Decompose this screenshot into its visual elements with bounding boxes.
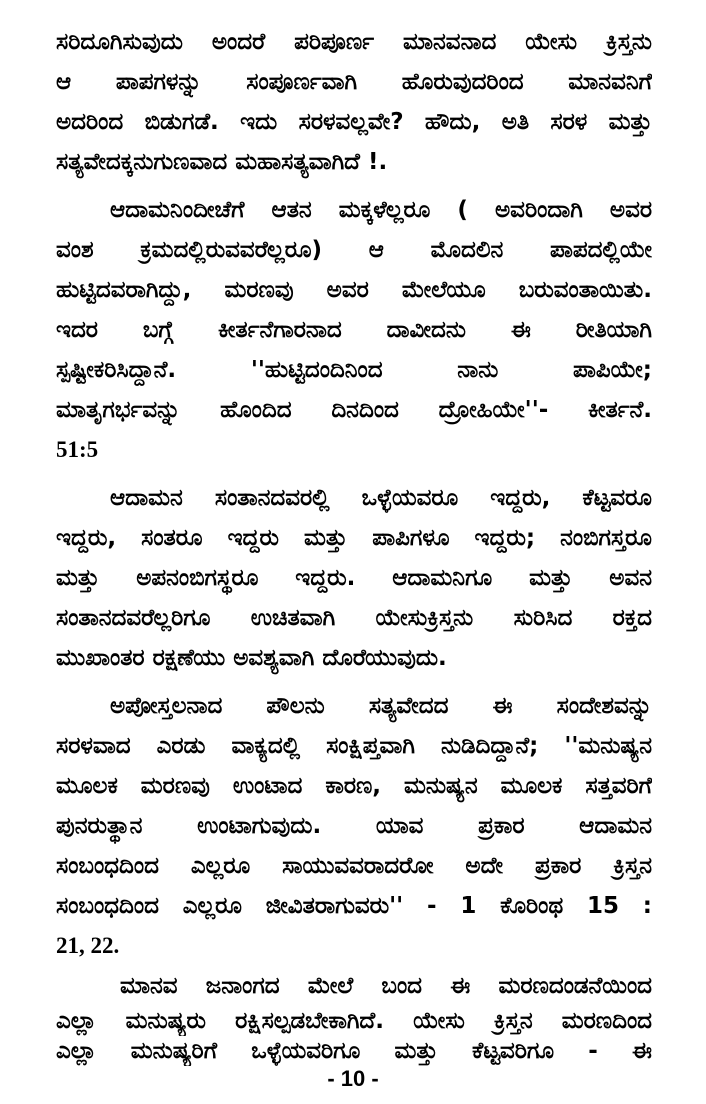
paragraph-1-line-1: ಸರಿದೂಗಿಸುವುದು ಅಂದರೆ ಪರಿಪೂರ್ಣ ಮಾನವನಾದ ಯೇಸು ಕ್ರಿಸ್ತನು xyxy=(56,29,652,55)
paragraph-2-line-5: ಸ್ಪಷ್ಟೀಕರಿಸಿದ್ದಾನೆ. ''ಹುಟ್ಟಿದಂದಿನಿಂದ ನಾನು ಪಾಪಿಯೇ; xyxy=(56,357,652,383)
paragraph-4-line-4: ಪುನರುತ್ಥಾನ ಉಂಟಾಗುವುದು. ಯಾವ ಪ್ರಕಾರ ಆದಾಮನ xyxy=(56,813,652,839)
paragraph-1-line-3: ಅದರಿಂದ ಬಿಡುಗಡೆ. ಇದು ಸರಳವಲ್ಲವೇ? ಹೌದು, ಅತಿ ಸರಳ ಮತ್ತು xyxy=(56,109,652,135)
paragraph-5-line-2: ಎಲ್ಲಾ ಮನುಷ್ಯರು ರಕ್ಷಿಸಲ್ಪಡಬೇಕಾಗಿದೆ. ಯೇಸು ಕ್ರಿಸ್ತನ ಮರಣದಿಂದ xyxy=(56,1008,652,1034)
paragraph-2-line-4: ಇದರ ಬಗ್ಗೆ ಕೀರ್ತನೆಗಾರನಾದ ದಾವೀದನು ಈ ರೀತಿಯಾಗಿ xyxy=(56,317,652,343)
paragraph-4-line-3: ಮೂಲಕ ಮರಣವು ಉಂಟಾದ ಕಾರಣ, ಮನುಷ್ಯನ ಮೂಲಕ ಸತ್ತವರಿಗೆ xyxy=(56,773,652,799)
paragraph-4-line-6: ಸಂಬಂಧದಿಂದ ಎಲ್ಲರೂ ಜೀವಿತರಾಗುವರು'' - 1 ಕೊರಿಂಥ 15 : xyxy=(56,893,652,919)
paragraph-2-line-3: ಹುಟ್ಟಿದವರಾಗಿದ್ದು, ಮರಣವು ಅವರ ಮೇಲೆಯೂ ಬರುವಂತಾಯಿತು. xyxy=(56,277,652,303)
paragraph-2-line-1: ಆದಾಮನಿಂದೀಚೆಗೆ ಆತನ ಮಕ್ಕಳೆಲ್ಲರೂ ( ಅವರಿಂದಾಗಿ ಅವರ xyxy=(110,197,652,223)
paragraph-3-line-5: ಮುಖಾಂತರ ರಕ್ಷಣೆಯು ಅವಶ್ಯವಾಗಿ ದೊರೆಯುವುದು. xyxy=(56,645,447,671)
paragraph-3-line-1: ಆದಾಮನ ಸಂತಾನದವರಲ್ಲಿ ಒಳ್ಳೆಯವರೂ ಇದ್ದರು, ಕೆಟ್ಟವರೂ xyxy=(110,485,652,511)
paragraph-4-line-7: 21, 22. xyxy=(56,933,120,958)
paragraph-1-line-4: ಸತ್ಯವೇದಕ್ಕನುಗುಣವಾದ ಮಹಾಸತ್ಯವಾಗಿದೆ !. xyxy=(56,149,388,175)
paragraph-4-line-1: ಅಪೋಸ್ತಲನಾದ ಪೌಲನು ಸತ್ಯವೇದದ ಈ ಸಂದೇಶವನ್ನು xyxy=(110,693,652,719)
paragraph-3-line-3: ಮತ್ತು ಅಪನಂಬಿಗಸ್ಥರೂ ಇದ್ದರು. ಆದಾಮನಿಗೂ ಮತ್ತು ಅವನ xyxy=(56,565,652,591)
paragraph-4-line-2: ಸರಳವಾದ ಎರಡು ವಾಕ್ಯದಲ್ಲಿ ಸಂಕ್ಷಿಪ್ತವಾಗಿ ನುಡಿದಿದ್ದಾನೆ; ''ಮನುಷ್ಯನ xyxy=(56,733,652,759)
paragraph-2-line-7: 51:5 xyxy=(56,437,99,462)
paragraph-5-line-3: ಎಲ್ಲಾ ಮನುಷ್ಯರಿಗೆ ಒಳ್ಳೆಯವರಿಗೂ ಮತ್ತು ಕೆಟ್ಟವರಿಗೂ - ಈ xyxy=(56,1038,652,1064)
paragraph-1-line-2: ಆ ಪಾಪಗಳನ್ನು ಸಂಪೂರ್ಣವಾಗಿ ಹೊರುವುದರಿಂದ ಮಾನವನಿಗೆ xyxy=(56,69,652,95)
paragraph-5-line-1: ಮಾನವ ಜನಾಂಗದ ಮೇಲೆ ಬಂದ ಈ ಮರಣದಂಡನೆಯಿಂದ xyxy=(120,973,652,999)
paragraph-3-line-4: ಸಂತಾನದವರೆಲ್ಲರಿಗೂ ಉಚಿತವಾಗಿ ಯೇಸುಕ್ರಿಸ್ತನು ಸುರಿಸಿದ ರಕ್ತದ xyxy=(56,605,652,631)
paragraph-2-line-2: ವಂಶ ಕ್ರಮದಲ್ಲಿರುವವರೆಲ್ಲರೂ) ಆ ಮೊದಲಿನ ಪಾಪದಲ್ಲಿಯೇ xyxy=(56,237,652,263)
paragraph-4-line-5: ಸಂಬಂಧದಿಂದ ಎಲ್ಲರೂ ಸಾಯುವವರಾದರೋ ಅದೇ ಪ್ರಕಾರ ಕ್ರಿಸ್ತನ xyxy=(56,853,652,879)
paragraph-2-line-6: ಮಾತೃಗರ್ಭವನ್ನು ಹೊಂದಿದ ದಿನದಿಂದ ದ್ರೋಹಿಯೇ''- ಕೀರ್ತನೆ. xyxy=(56,397,652,423)
paragraph-3-line-2: ಇದ್ದರು, ಸಂತರೂ ಇದ್ದರು ಮತ್ತು ಪಾಪಿಗಳೂ ಇದ್ದರು; ನಂಬಿಗಸ್ತರೂ xyxy=(56,525,652,551)
page-number: - 10 - xyxy=(327,1066,379,1091)
